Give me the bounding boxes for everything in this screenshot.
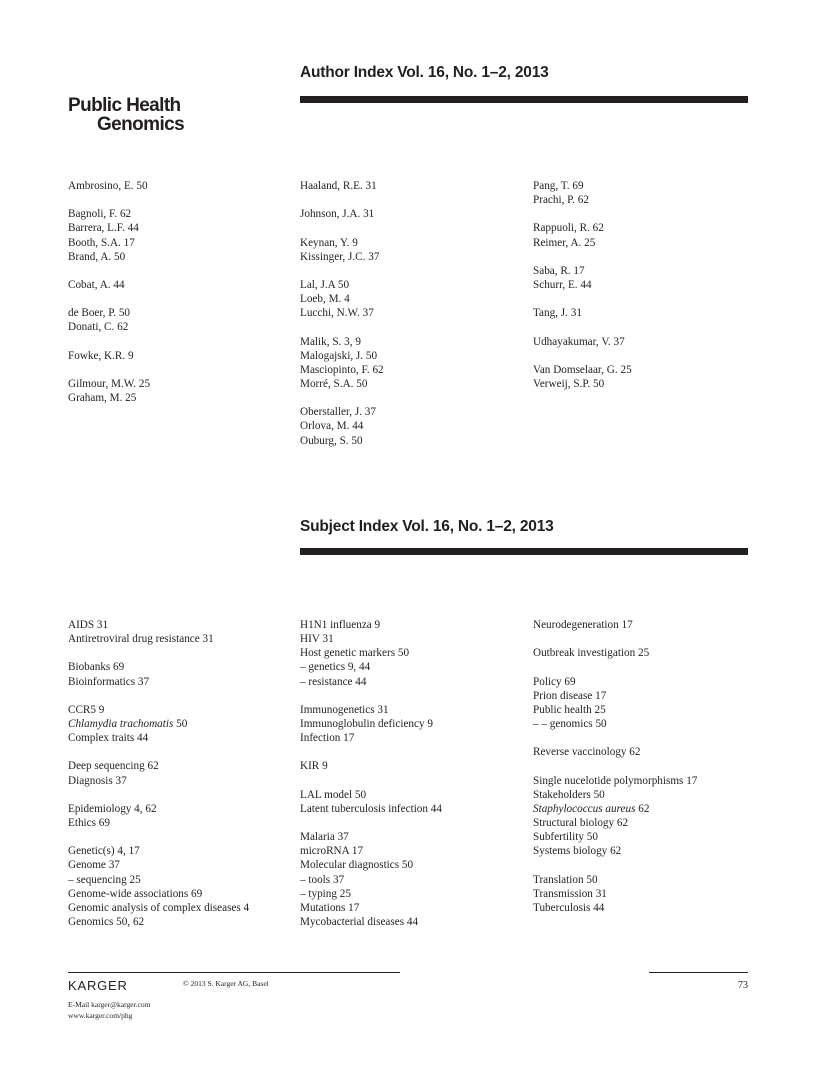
- subject-entry: Genome 37: [68, 859, 120, 872]
- index-group: [300, 830, 442, 929]
- author-index-column: [533, 179, 632, 391]
- subject-entry: LAL model 50: [300, 788, 367, 801]
- subject-entry: Outbreak investigation 25: [533, 647, 650, 660]
- subject-entry: H1N1 influenza 9: [300, 619, 381, 631]
- author-entry: Lal, J.A 50: [300, 278, 350, 291]
- index-group: [533, 179, 632, 207]
- index-group: [68, 660, 249, 688]
- index-group: [68, 802, 249, 830]
- publisher-url: www.karger.com/phg: [68, 1010, 133, 1020]
- subject-entry: Complex traits 44: [68, 732, 149, 745]
- author-index-title: Author Index Vol. 16, No. 1–2, 2013: [300, 64, 549, 81]
- author-entry: Schurr, E. 44: [533, 278, 592, 291]
- subject-entry: Bioinformatics 37: [68, 675, 150, 688]
- contact-info: [68, 1000, 150, 1021]
- index-group: [300, 405, 384, 447]
- subject-entry: – – genomics 50: [533, 717, 607, 730]
- author-entry: Donati, C. 62: [68, 321, 129, 334]
- author-entry: Malik, S. 3, 9: [300, 335, 361, 348]
- index-group: [300, 618, 442, 689]
- author-entry: Booth, S.A. 17: [68, 236, 135, 249]
- index-group: [300, 759, 442, 773]
- index-group: [533, 221, 632, 249]
- subject-entry: Malaria 37: [300, 831, 349, 844]
- index-group: [68, 618, 249, 646]
- author-entry: Barrera, L.F. 44: [68, 222, 139, 235]
- index-group: [68, 179, 150, 193]
- subject-entry: Antiretroviral drug resistance 31: [68, 633, 214, 646]
- subject-entry: Neurodegeneration 17: [533, 619, 633, 631]
- index-group: [68, 349, 150, 363]
- author-entry: Pang, T. 69: [533, 180, 584, 192]
- index-group: [533, 264, 632, 292]
- index-group: [300, 788, 442, 816]
- index-group: [533, 774, 697, 859]
- subject-entry: Subfertility 50: [533, 831, 598, 844]
- index-group: [533, 745, 697, 759]
- subject-entry: Epidemiology 4, 62: [68, 802, 157, 815]
- index-group: [68, 759, 249, 787]
- subject-index-column: [68, 618, 249, 929]
- author-entry: Keynan, Y. 9: [300, 236, 358, 249]
- publisher-email: E-Mail karger@karger.com: [68, 1000, 151, 1009]
- author-entry: Orlova, M. 44: [300, 420, 364, 433]
- subject-entry: Transmission 31: [533, 887, 607, 900]
- author-index-column: [68, 179, 150, 405]
- author-entry: Oberstaller, J. 37: [300, 406, 376, 419]
- subject-entry: – genetics 9, 44: [300, 661, 371, 674]
- subject-entry: Systems biology 62: [533, 845, 622, 858]
- author-entry: Udhayakumar, V. 37: [533, 335, 625, 348]
- author-entry: Morré, S.A. 50: [300, 377, 368, 390]
- subject-entry: – sequencing 25: [68, 873, 141, 886]
- index-group: [533, 618, 697, 632]
- index-group: [533, 675, 697, 732]
- subject-entry: Mutations 17: [300, 901, 360, 914]
- subject-entry: Structural biology 62: [533, 816, 629, 829]
- subject-entry: Translation 50: [533, 873, 598, 886]
- journal-title-line1: Public Health: [68, 95, 181, 116]
- author-entry: Gilmour, M.W. 25: [68, 377, 151, 390]
- footer-rule-right: [649, 972, 748, 973]
- index-group: [300, 278, 384, 320]
- author-entry: Lucchi, N.W. 37: [300, 307, 374, 320]
- subject-entry: Single nucelotide polymorphisms 17: [533, 774, 698, 787]
- subject-index-rule: [300, 548, 748, 555]
- journal-logo: [68, 96, 184, 134]
- index-group: [68, 278, 150, 292]
- author-entry: Verweij, S.P. 50: [533, 377, 605, 390]
- subject-entry: Public health 25: [533, 703, 606, 716]
- subject-entry: – tools 37: [300, 873, 345, 886]
- subject-entry: Mycobacterial diseases 44: [300, 915, 419, 928]
- footer-rule-left: [68, 972, 400, 973]
- index-group: [68, 306, 150, 334]
- subject-entry: Host genetic markers 50: [300, 647, 410, 660]
- author-entry: Ambrosino, E. 50: [68, 180, 148, 192]
- copyright-notice: © 2013 S. Karger AG, Basel: [183, 979, 269, 988]
- journal-title-line2: Genomics: [97, 114, 185, 135]
- author-entry: Prachi, P. 62: [533, 194, 589, 207]
- subject-entry: Staphylococcus aureus 62: [533, 802, 650, 815]
- subject-entry: Latent tuberculosis infection 44: [300, 802, 442, 815]
- author-entry: Saba, R. 17: [533, 264, 585, 277]
- subject-entry: Ethics 69: [68, 816, 110, 829]
- index-group: [300, 179, 384, 193]
- index-group: [300, 335, 384, 392]
- subject-entry: Molecular diagnostics 50: [300, 859, 414, 872]
- subject-entry: – resistance 44: [300, 675, 367, 688]
- author-entry: Kissinger, J.C. 37: [300, 250, 380, 263]
- author-entry: Tang, J. 31: [533, 307, 582, 320]
- author-entry: de Boer, P. 50: [68, 307, 131, 320]
- subject-entry: CCR5 9: [68, 703, 105, 716]
- subject-entry: Tuberculosis 44: [533, 901, 605, 914]
- index-group: [533, 646, 697, 660]
- subject-entry: Immunogenetics 31: [300, 703, 389, 716]
- index-group: [68, 844, 249, 929]
- author-entry: Rappuoli, R. 62: [533, 222, 604, 235]
- subject-entry: Reverse vaccinology 62: [533, 746, 641, 759]
- subject-entry: KIR 9: [300, 760, 328, 773]
- subject-entry: HIV 31: [300, 633, 334, 646]
- subject-entry: Biobanks 69: [68, 661, 125, 674]
- subject-entry: Chlamydia trachomatis 50: [68, 717, 188, 730]
- author-entry: Van Domselaar, G. 25: [533, 363, 632, 376]
- author-entry: Reimer, A. 25: [533, 236, 596, 249]
- author-entry: Haaland, R.E. 31: [300, 180, 377, 192]
- author-index-rule: [300, 96, 748, 103]
- subject-entry: Deep sequencing 62: [68, 760, 159, 773]
- author-entry: Ouburg, S. 50: [300, 434, 363, 447]
- index-group: [300, 207, 384, 221]
- subject-entry: Policy 69: [533, 675, 576, 688]
- subject-entry: Immunoglobulin deficiency 9: [300, 717, 433, 730]
- author-entry: Masciopinto, F. 62: [300, 363, 384, 376]
- author-entry: Graham, M. 25: [68, 392, 137, 405]
- author-entry: Loeb, M. 4: [300, 293, 350, 306]
- subject-entry: Genomic analysis of complex diseases 4: [68, 901, 250, 914]
- index-group: [68, 377, 150, 405]
- author-entry: Fowke, K.R. 9: [68, 349, 134, 362]
- subject-entry: microRNA 17: [300, 845, 364, 858]
- subject-entry: Genome-wide associations 69: [68, 887, 203, 900]
- subject-index-title: Subject Index Vol. 16, No. 1–2, 2013: [300, 518, 554, 535]
- subject-entry: Genetic(s) 4, 17: [68, 845, 140, 858]
- index-group: [300, 703, 442, 745]
- subject-entry: Prion disease 17: [533, 689, 607, 702]
- index-group: [68, 703, 249, 745]
- subject-entry: Genomics 50, 62: [68, 915, 145, 928]
- subject-entry: AIDS 31: [68, 619, 109, 631]
- index-group: [533, 306, 632, 320]
- index-group: [68, 207, 150, 264]
- subject-entry: Diagnosis 37: [68, 774, 127, 787]
- author-entry: Bagnoli, F. 62: [68, 208, 132, 221]
- author-entry: Malogajski, J. 50: [300, 349, 378, 362]
- author-entry: Cobat, A. 44: [68, 278, 125, 291]
- index-group: [533, 335, 632, 349]
- subject-index-column: [533, 618, 697, 915]
- author-entry: Brand, A. 50: [68, 250, 126, 263]
- author-index-column: [300, 179, 384, 448]
- page-number: 73: [738, 980, 748, 991]
- subject-entry: Stakeholders 50: [533, 788, 605, 801]
- index-group: [533, 873, 697, 915]
- index-group: [300, 236, 384, 264]
- subject-entry: Infection 17: [300, 732, 355, 745]
- author-entry: Johnson, J.A. 31: [300, 208, 375, 221]
- subject-entry: – typing 25: [300, 887, 351, 900]
- publisher-logo: KARGER: [68, 978, 128, 993]
- subject-index-column: [300, 618, 442, 929]
- index-group: [533, 363, 632, 391]
